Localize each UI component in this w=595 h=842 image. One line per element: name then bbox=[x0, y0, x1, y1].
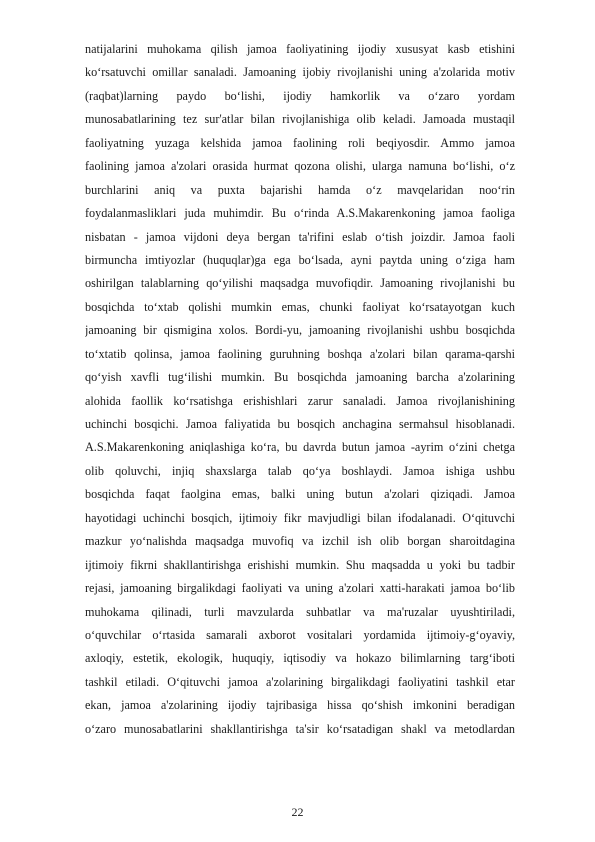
text-line: olib qoluvchi, injiq shaxslarga talab qo‘ya boshlaydi. Jamoa ishiga ushbu bbox=[85, 463, 515, 478]
text-line: mazkur yo‘nalishda maqsadga muvofiq va izchil ish olib borgan sharoitdagina bbox=[85, 534, 515, 549]
text-line: uchinchi bosqichi. Jamoa faliyatida bu bosqich anchagina sermahsul hisoblanadi. bbox=[85, 417, 515, 431]
text-line: bosqichda faqat faolgina emas, balki uning butun a'zolari qiziqadi. Jamoa bbox=[85, 487, 515, 502]
body-text bbox=[85, 38, 515, 741]
text-line: ekan, jamoa a'zolarining ijodiy tajribasiga hissa qo‘shish imkonini beradigan bbox=[85, 698, 515, 713]
text-line: ijtimoiy fikrni shakllantirishga erishishi mumkin. Shu maqsadda u yoki bu tadbir bbox=[85, 557, 515, 572]
text-line: rejasi, jamoaning birgalikdagi faoliyati va uning a'zolari xatti-harakati jamoa bo‘lib bbox=[85, 581, 515, 596]
text-line: (raqbat)larning paydo bo‘lishi, ijodiy hamkorlik va o‘zaro yordam bbox=[85, 88, 515, 103]
text-line: o‘zaro munosabatlarini shakllantirishga ta'sir ko‘rsatadigan shakl va metodlardan bbox=[85, 721, 515, 736]
text-line: foydalanmasliklari juda muhimdir. Bu o‘rinda A.S.Makarenkoning jamoa faoliga bbox=[85, 206, 515, 221]
text-line: faolining jamoa a'zolari orasida hurmat qozona olishi, ularga namuna bo‘lishi, o‘z bbox=[85, 159, 515, 174]
text-line: nisbatan - jamoa vijdoni deya bergan ta'rifini eslab o‘tish joizdir. Jamoa faoli bbox=[85, 229, 515, 244]
text-line: munosabatlarining tez sur'atlar bilan rivojlanishiga olib keladi. Jamoada mustaqil bbox=[85, 112, 515, 127]
text-line: faoliyatning yuzaga kelshida jamoa faolining roli beqiyosdir. Ammo jamoa bbox=[85, 135, 515, 150]
text-line: tashkil etiladi. O‘qituvchi jamoa a'zolarining birgalikdagi faoliyatini tashkil etar bbox=[85, 674, 515, 689]
text-line: birmuncha imtiyozlar (huquqlar)ga ega bo‘lsada, ayni paytda uning o‘ziga ham bbox=[85, 252, 515, 267]
page-number: 22 bbox=[291, 805, 304, 819]
text-line: alohida faollik ko‘rsatishga erishishlari zarur sanaladi. Jamoa rivojlanishining bbox=[85, 393, 515, 408]
text-line: o‘quvchilar o‘rtasida samarali axborot vositalari yordamida ijtimoiy-g‘oyaviy, bbox=[85, 627, 515, 642]
text-line: hayotidagi uchinchi bosqich, ijtimoiy fikr mavjudligi bilan ifodalanadi. O‘qituvchi bbox=[85, 510, 515, 525]
text-line: A.S.Makarenkoning aniqlashiga ko‘ra, bu davrda butun jamoa -ayrim o‘zini chetga bbox=[85, 440, 515, 455]
text-line: ko‘rsatuvchi omillar sanaladi. Jamoaning ijobiy rivojlanishi uning a'zolarida motiv bbox=[85, 65, 515, 80]
text-line: axloqiy, estetik, ekologik, huquqiy, iqtisodiy va hokazo bilimlarning targ‘iboti bbox=[85, 651, 515, 666]
text-line: jamoaning bir qismigina xolos. Bordi-yu, jamoaning rivojlanishi ushbu bosqichda bbox=[85, 323, 515, 338]
text-line: to‘xtatib qolinsa, jamoa faolining guruhning boshqa a'zolari bilan qarama-qarshi bbox=[85, 346, 515, 361]
text-line: burchlarini aniq va puxta bajarishi hamda o‘z mavqelaridan noo‘rin bbox=[85, 182, 515, 197]
text-line: qo‘yish xavfli tug‘ilishi mumkin. Bu bosqichda jamoaning barcha a'zolarining bbox=[85, 370, 515, 385]
text-line: bosqichda to‘xtab qolishi mumkin emas, chunki faoliyat ko‘rsatayotgan kuch bbox=[85, 299, 515, 314]
text-line: natijalarini muhokama qilish jamoa faoliyatining ijodiy xususyat kasb etishini bbox=[85, 42, 515, 56]
text-line: muhokama qilinadi, turli mavzularda suhbatlar va ma'ruzalar uyushtiriladi, bbox=[85, 604, 515, 619]
text-line: oshirilgan talablarning qo‘yilishi maqsadga muvofiqdir. Jamoaning rivojlanishi bu bbox=[85, 276, 515, 291]
